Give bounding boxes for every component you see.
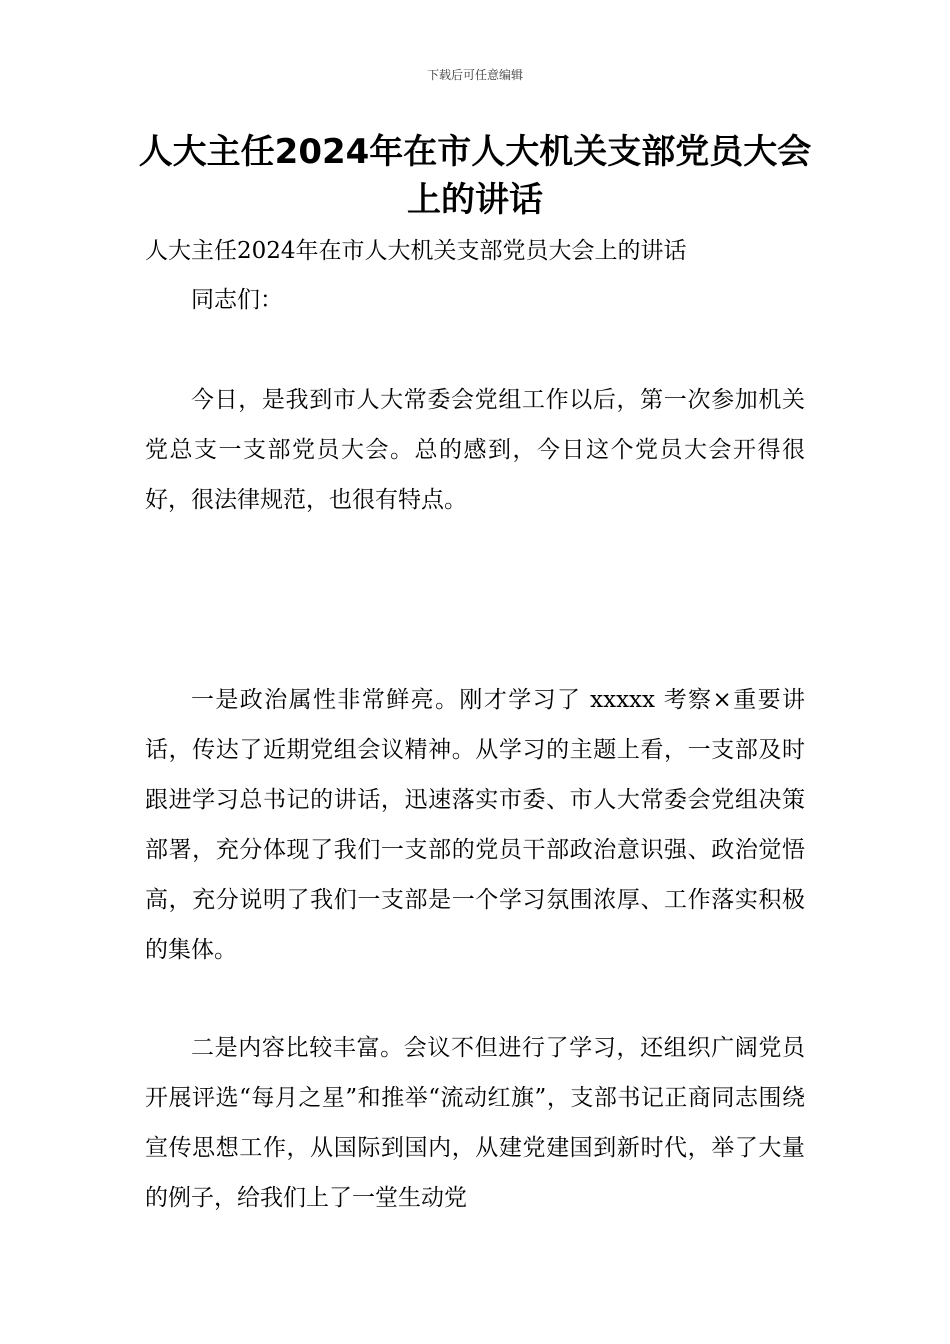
greeting: 同志们： <box>191 287 283 313</box>
paragraph-3: 二是内容比较丰富。会议不但进行了学习，还组织广阔党员开展评选“每月之星”和推举“流动红旗”，支部书记正商同志围绕宣传思想工作，从国际到国内，从建党建国到新时代，举了大量的例子，给我们上了一堂生动党 <box>145 1035 805 1211</box>
document-subtitle: 人大主任2024年在市人大机关支部党员大会上的讲话 <box>145 238 687 264</box>
paragraph-1: 今日，是我到市人大常委会党组工作以后，第一次参加机关党总支一支部党员大会。总的感到，今日这个党员大会开得很好，很法律规范，也很有特点。 <box>145 387 805 513</box>
paragraph-2: 一是政治属性非常鲜亮。刚才学习了 xxxxx 考察×重要讲话，传达了近期党组会议精神。从学习的主题上看，一支部及时跟进学习总书记的讲话，迅速落实市委、市人大常委会党组决策部署，充分体现了我们一支部的党员干部政治意识强、政治觉悟高，充分说明了我们一支部是一个学习氛围浓厚、工作落实积极的集体。 <box>145 687 805 963</box>
document-title: 人大主任2024年在市人大机关支部党员大会上的讲话 <box>138 132 812 220</box>
header-note: 下载后可任意编辑 <box>426 68 523 82</box>
